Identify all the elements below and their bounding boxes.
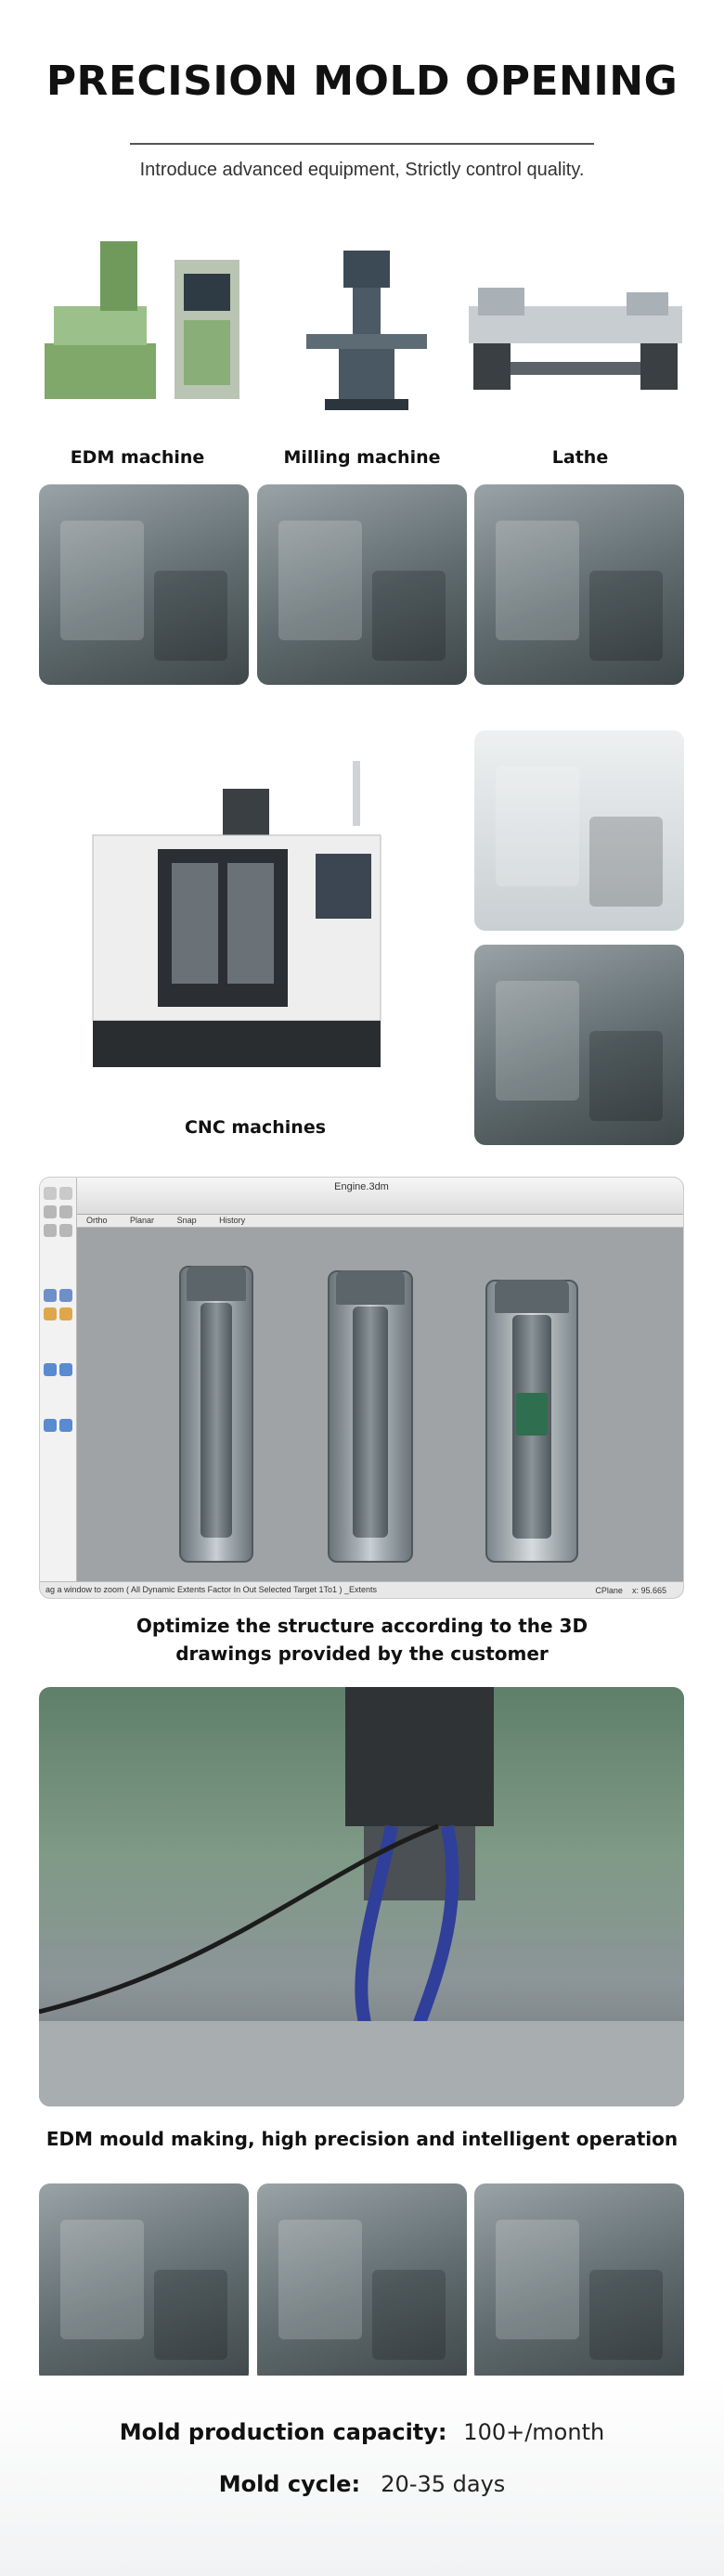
line-tool-icon[interactable] <box>44 1205 57 1218</box>
tab-history[interactable]: History <box>219 1216 246 1225</box>
cad-document-title: Engine.3dm <box>334 1181 389 1192</box>
select-tool-icon[interactable] <box>44 1187 57 1200</box>
milling-machine-label: Milling machine <box>283 447 441 468</box>
cnc-workshop-photo <box>474 730 684 931</box>
mold-core-pins-photo <box>257 2183 467 2384</box>
edm-machine-label: EDM machine <box>70 447 205 468</box>
circle-tool-icon[interactable] <box>44 1224 57 1237</box>
boolean-tool-icon[interactable] <box>44 1419 57 1432</box>
edm-workshop-photo <box>39 484 249 685</box>
lathe-workshop-photo <box>474 484 684 685</box>
cycle-label: Mold cycle: <box>218 2471 361 2497</box>
milling-machine-image <box>251 232 483 418</box>
transform-tool-icon[interactable] <box>44 1363 57 1376</box>
page-subtitle: Introduce advanced equipment, Strictly control quality. <box>139 160 585 180</box>
capacity-value: 100+/month <box>463 2419 605 2445</box>
edm-caption: EDM mould making, high precision and intelligent operation <box>45 2128 679 2150</box>
arc-tool-icon[interactable] <box>59 1224 72 1237</box>
capacity-label: Mold production capacity: <box>119 2419 447 2445</box>
solid-tool-icon[interactable] <box>59 1289 72 1302</box>
mold-cylinder-photo <box>474 2183 684 2384</box>
filter-model-side <box>328 1270 413 1563</box>
cnc-cutting-photo <box>474 945 684 1145</box>
capacity-row <box>0 2419 724 2445</box>
cnc-machine-image <box>74 761 427 1104</box>
cad-tool-palette <box>40 1178 77 1581</box>
array-tool-icon[interactable] <box>59 1363 72 1376</box>
lathe-label: Lathe <box>551 447 609 468</box>
tab-ortho[interactable]: Ortho <box>86 1216 108 1225</box>
edm-mould-making-photo <box>39 1687 684 2106</box>
point-tool-icon[interactable] <box>59 1187 72 1200</box>
tab-planar[interactable]: Planar <box>130 1216 155 1225</box>
milling-workshop-photo <box>257 484 467 685</box>
render-tool-icon[interactable] <box>59 1307 72 1320</box>
cycle-value: 20-35 days <box>381 2471 506 2497</box>
lathe-image <box>459 232 692 418</box>
cad-status-text: ag a window to zoom ( All Dynamic Extents Factor In Out Selected Target 1To1 ) _Extents <box>45 1585 378 1594</box>
page-title: PRECISION MOLD OPENING <box>45 58 679 105</box>
curve-tool-icon[interactable] <box>59 1205 72 1218</box>
cad-toolbar <box>40 1178 683 1215</box>
title-divider <box>130 143 594 145</box>
cnc-machines-label: CNC machines <box>184 1117 327 1138</box>
cad-status-bar <box>40 1581 683 1598</box>
surface-tool-icon[interactable] <box>44 1289 57 1302</box>
filter-model-section <box>485 1280 578 1563</box>
mold-cavity-photo <box>39 2183 249 2384</box>
edm-machine-image <box>35 232 267 418</box>
cad-cplane: CPlane <box>595 1586 623 1595</box>
mesh-tool-icon[interactable] <box>44 1307 57 1320</box>
tab-snap[interactable]: Snap <box>176 1216 197 1225</box>
analyze-tool-icon[interactable] <box>59 1419 72 1432</box>
cad-coordinate-readout: x: 95.665 <box>631 1586 666 1595</box>
cad-screenshot <box>39 1177 684 1599</box>
filter-model-front <box>179 1266 253 1563</box>
cad-caption: Optimize the structure according to the 3D drawings provided by the customer <box>136 1615 588 1665</box>
cad-coordinates <box>595 1586 666 1595</box>
cycle-row <box>0 2471 724 2497</box>
cad-tab-bar <box>77 1215 683 1228</box>
